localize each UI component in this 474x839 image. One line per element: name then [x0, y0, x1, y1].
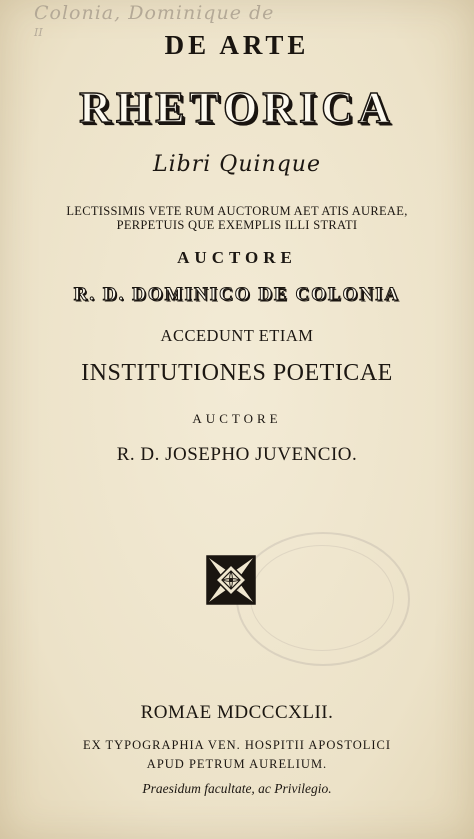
- handwritten-annotation: Colonia, Dominique de: [34, 2, 275, 24]
- institutiones-title: INSTITUTIONES POETICAE: [81, 360, 393, 386]
- fleuron-ornament-icon: [206, 555, 256, 605]
- author-2: R. D. JOSEPHO JUVENCIO.: [116, 444, 358, 465]
- title-line-1: DE ARTE: [164, 30, 310, 60]
- imprint-place-date: ROMAE MDCCCXLII.: [140, 702, 334, 723]
- auctore-label-1: AUCTORE: [177, 248, 297, 267]
- subtitle-line-2: PERPETUIS QUE EXEMPLIS ILLI STRATI: [116, 218, 358, 232]
- imprint-apud: APUD PETRUM AURELIUM.: [146, 757, 328, 771]
- accedunt-line: ACCEDUNT ETIAM: [160, 326, 314, 345]
- handwritten-mark: II: [34, 26, 43, 39]
- library-stamp-inner: [250, 545, 394, 651]
- imprint-typography: EX TYPOGRAPHIA VEN. HOSPITII APOSTOLICI: [82, 738, 392, 752]
- author-1: R. D. DOMINICO DE COLONIA: [73, 284, 401, 305]
- auctore-label-2: AUCTORE: [192, 411, 282, 426]
- title-line-3: Libri Quinque: [153, 152, 321, 177]
- imprint-privilege: Praesidum facultate, ac Privilegio.: [142, 781, 332, 796]
- title-line-2: RHETORICA: [79, 83, 395, 132]
- subtitle-line-1: LECTISSIMIS VETE RUM AUCTORUM AET ATIS AUREAE,: [66, 204, 408, 218]
